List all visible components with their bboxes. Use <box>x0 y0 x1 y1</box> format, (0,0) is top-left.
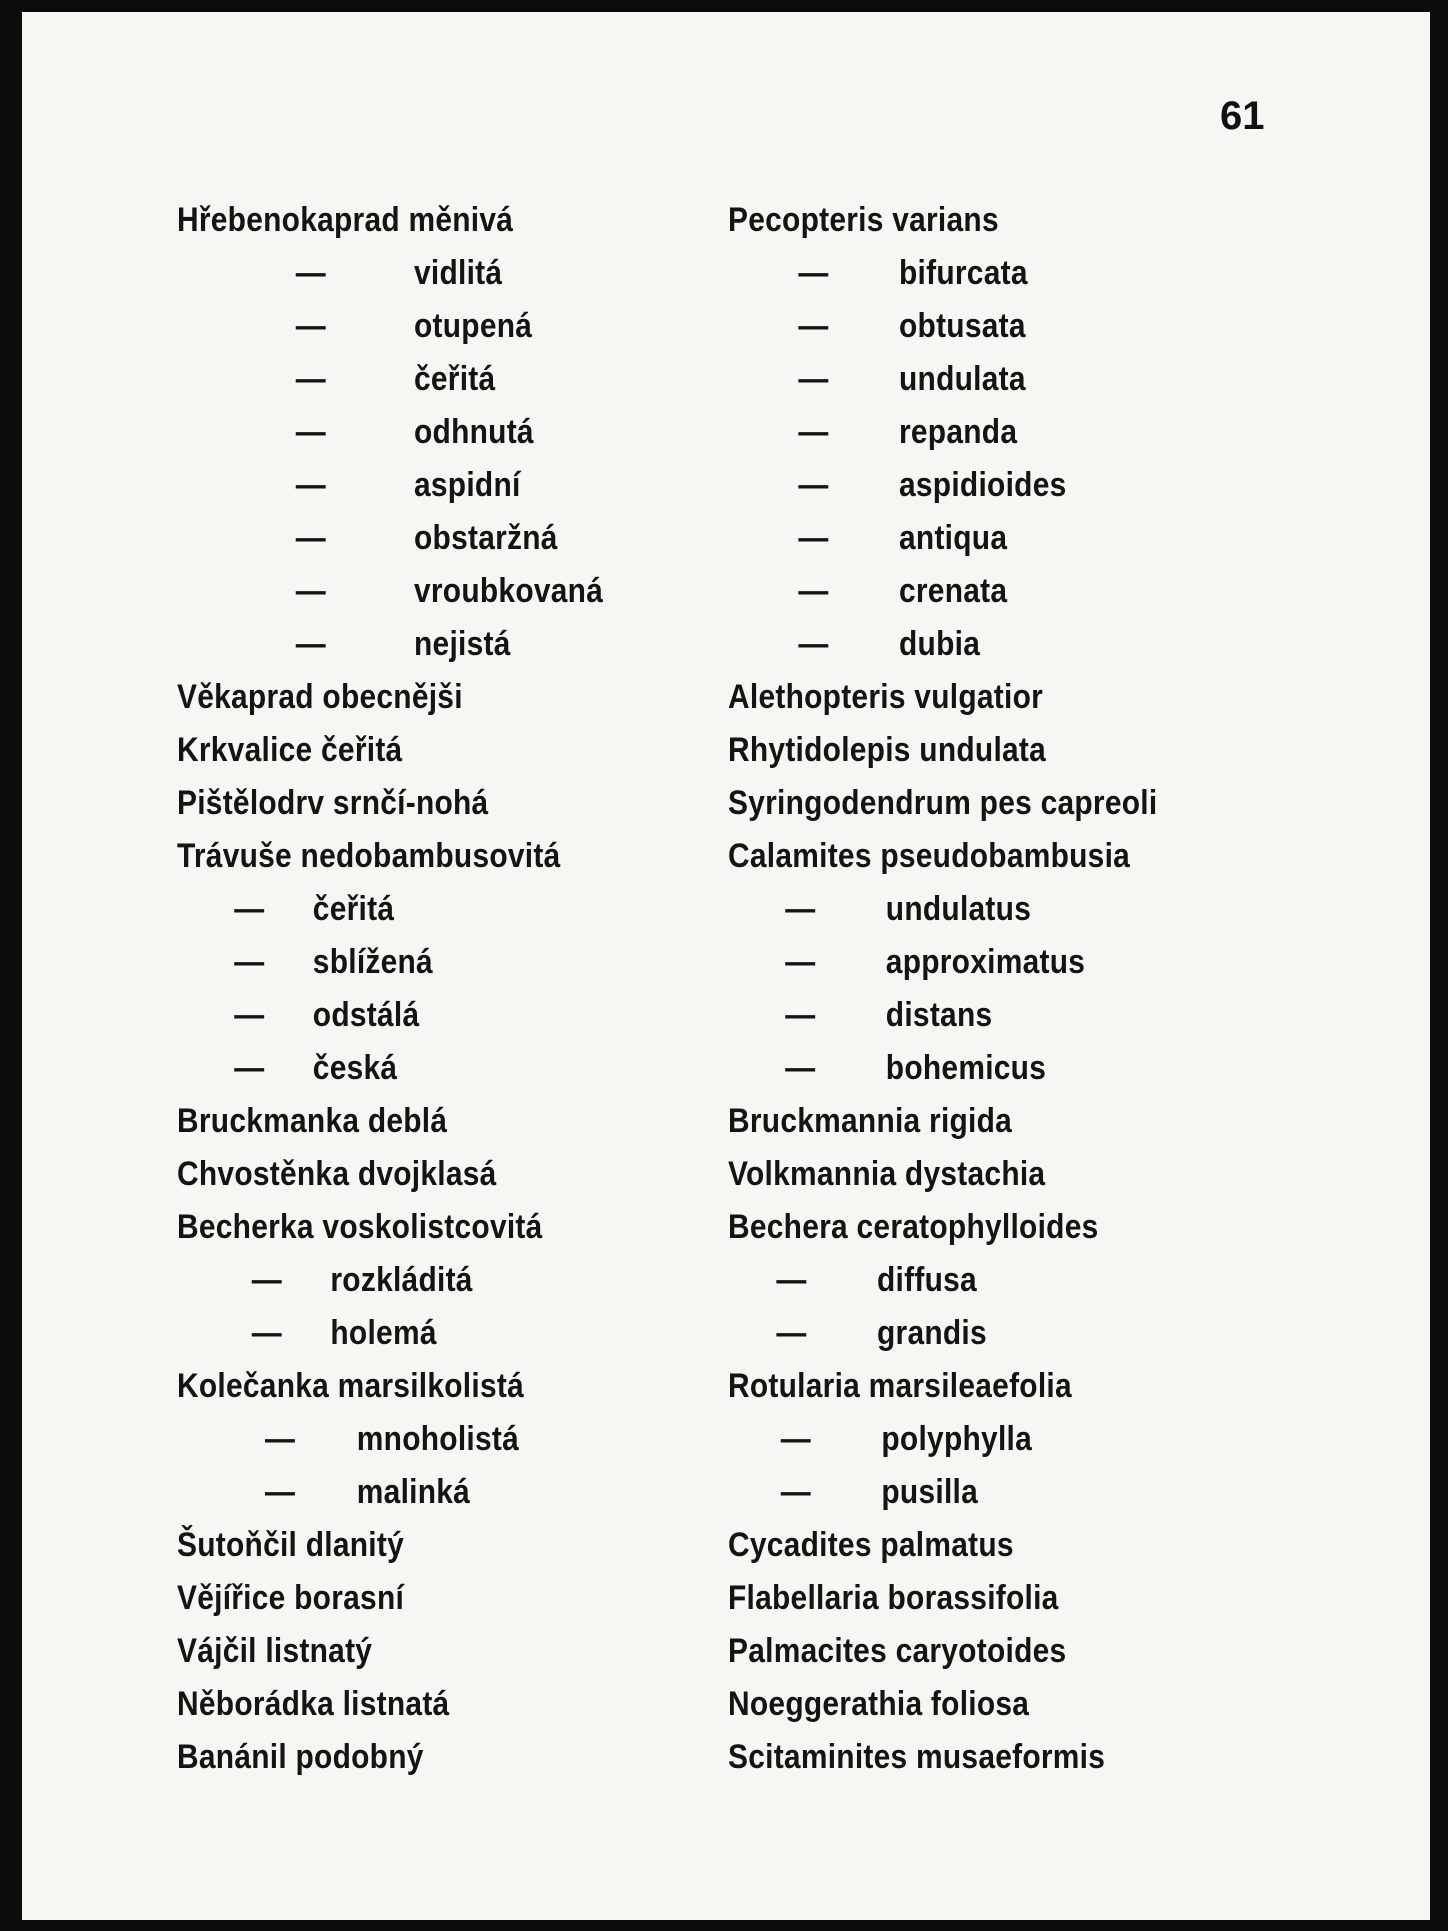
ditto-dash: — <box>295 360 326 398</box>
name-entry <box>177 1731 603 1784</box>
name-entry <box>728 1572 1157 1625</box>
name-entry <box>728 1731 1157 1784</box>
ditto-word: dubia <box>898 625 981 663</box>
name-entry <box>728 671 1157 724</box>
ditto-dash: — <box>798 254 829 292</box>
ditto-dash: — <box>780 1420 811 1458</box>
species-name: Kolečanka marsilkolistá <box>177 1367 525 1405</box>
ditto-word: čeřitá <box>312 890 395 928</box>
ditto-dash: — <box>295 413 326 451</box>
name-entry <box>728 724 1157 777</box>
species-name: Calamites pseudobambusia <box>728 837 1131 875</box>
name-entry <box>177 724 603 777</box>
ditto-dash: — <box>234 890 265 928</box>
ditto-word: obstaržná <box>413 519 558 557</box>
ditto-word: česká <box>312 1049 398 1087</box>
ditto-dash: — <box>251 1261 282 1299</box>
ditto-entry <box>728 989 1157 1042</box>
species-name: Hřebenokaprad měnivá <box>177 201 514 239</box>
ditto-dash: — <box>798 466 829 504</box>
name-entry <box>177 1360 603 1413</box>
ditto-entry <box>177 247 603 300</box>
name-entry <box>728 1201 1157 1254</box>
ditto-dash: — <box>265 1473 296 1511</box>
ditto-word: undulatus <box>885 890 1032 928</box>
species-name: Bruckmannia rigida <box>728 1102 1013 1140</box>
species-name: Palmacites caryotoides <box>728 1632 1067 1670</box>
ditto-dash: — <box>785 943 816 981</box>
name-entry <box>177 1678 603 1731</box>
name-entry <box>728 1625 1157 1678</box>
ditto-word: approximatus <box>885 943 1086 981</box>
ditto-dash: — <box>295 466 326 504</box>
ditto-entry <box>728 1042 1157 1095</box>
ditto-dash: — <box>798 572 829 610</box>
czech-names-column <box>177 194 661 1784</box>
ditto-word: sblížená <box>312 943 433 981</box>
species-name: Cycadites palmatus <box>728 1526 1014 1564</box>
name-entry <box>728 1519 1157 1572</box>
ditto-word: crenata <box>898 572 1008 610</box>
ditto-dash: — <box>234 1049 265 1087</box>
ditto-dash: — <box>798 413 829 451</box>
species-name: Syringodendrum pes capreoli <box>728 784 1158 822</box>
ditto-entry <box>728 1466 1157 1519</box>
ditto-word: antiqua <box>898 519 1008 557</box>
latin-names-column <box>728 194 1216 1784</box>
ditto-entry <box>177 989 603 1042</box>
ditto-word: aspidní <box>413 466 521 504</box>
species-name: Něborádka listnatá <box>177 1685 450 1723</box>
ditto-entry <box>728 512 1157 565</box>
book-page <box>22 12 1430 1920</box>
name-entry <box>728 777 1157 830</box>
ditto-word: bohemicus <box>885 1049 1047 1087</box>
ditto-word: grandis <box>876 1314 987 1352</box>
ditto-entry <box>177 1307 603 1360</box>
name-entry <box>177 1572 603 1625</box>
ditto-entry <box>177 618 603 671</box>
ditto-word: odhnutá <box>413 413 534 451</box>
name-entry <box>177 194 603 247</box>
ditto-entry <box>177 512 603 565</box>
ditto-word: rozkláditá <box>330 1261 473 1299</box>
name-entry <box>728 194 1157 247</box>
ditto-entry <box>177 1466 603 1519</box>
name-entry <box>177 1095 603 1148</box>
ditto-dash: — <box>798 307 829 345</box>
ditto-dash: — <box>234 996 265 1034</box>
page-number: 61 <box>1220 94 1265 138</box>
ditto-entry <box>177 300 603 353</box>
ditto-entry <box>177 936 603 989</box>
ditto-dash: — <box>295 572 326 610</box>
ditto-word: undulata <box>898 360 1026 398</box>
ditto-word: distans <box>885 996 993 1034</box>
ditto-dash: — <box>798 625 829 663</box>
species-name: Bruckmanka deblá <box>177 1102 448 1140</box>
ditto-entry <box>728 883 1157 936</box>
ditto-dash: — <box>785 1049 816 1087</box>
ditto-dash: — <box>251 1314 282 1352</box>
name-entry <box>177 671 603 724</box>
ditto-entry <box>728 1307 1157 1360</box>
ditto-entry <box>177 1413 603 1466</box>
ditto-dash: — <box>265 1420 296 1458</box>
name-entry <box>177 1519 603 1572</box>
ditto-dash: — <box>776 1314 807 1352</box>
name-entry <box>177 1201 603 1254</box>
ditto-dash: — <box>785 890 816 928</box>
ditto-word: repanda <box>898 413 1018 451</box>
name-entry <box>177 1625 603 1678</box>
ditto-entry <box>728 247 1157 300</box>
ditto-word: otupená <box>413 307 533 345</box>
ditto-dash: — <box>798 360 829 398</box>
ditto-entry <box>177 353 603 406</box>
species-name: Šutoňčil dlanitý <box>177 1526 404 1564</box>
ditto-entry <box>728 936 1157 989</box>
ditto-word: malinká <box>356 1473 471 1511</box>
species-name: Chvostěnka dvojklasá <box>177 1155 497 1193</box>
ditto-entry <box>177 1254 603 1307</box>
ditto-entry <box>728 353 1157 406</box>
species-name: Krkvalice čeřitá <box>177 731 403 769</box>
ditto-entry <box>177 1042 603 1095</box>
ditto-entry <box>728 1413 1157 1466</box>
ditto-entry <box>728 1254 1157 1307</box>
ditto-dash: — <box>780 1473 811 1511</box>
ditto-dash: — <box>776 1261 807 1299</box>
species-name: Alethopteris vulgatior <box>728 678 1044 716</box>
species-name: Becherka voskolistcovitá <box>177 1208 543 1246</box>
ditto-entry <box>728 459 1157 512</box>
name-entry <box>728 1095 1157 1148</box>
ditto-word: bifurcata <box>898 254 1028 292</box>
name-entry <box>728 830 1157 883</box>
ditto-word: odstálá <box>312 996 420 1034</box>
ditto-dash: — <box>295 307 326 345</box>
species-name: Pecopteris varians <box>728 201 999 239</box>
ditto-word: mnoholistá <box>356 1420 520 1458</box>
ditto-word: nejistá <box>413 625 511 663</box>
ditto-dash: — <box>295 254 326 292</box>
ditto-word: diffusa <box>876 1261 977 1299</box>
ditto-entry <box>177 406 603 459</box>
ditto-word: aspidioides <box>898 466 1067 504</box>
ditto-word: holemá <box>330 1314 437 1352</box>
species-name: Pištělodrv srnčí-nohá <box>177 784 489 822</box>
ditto-entry <box>728 300 1157 353</box>
name-entry <box>728 1360 1157 1413</box>
ditto-entry <box>728 618 1157 671</box>
ditto-word: pusilla <box>881 1473 979 1511</box>
species-name: Trávuše nedobambusovitá <box>177 837 561 875</box>
species-name: Věkaprad obecnějši <box>177 678 463 716</box>
ditto-entry <box>177 883 603 936</box>
name-entry <box>728 1678 1157 1731</box>
name-entry <box>177 830 603 883</box>
species-name: Bechera ceratophylloides <box>728 1208 1099 1246</box>
ditto-dash: — <box>785 996 816 1034</box>
ditto-word: obtusata <box>898 307 1026 345</box>
ditto-entry <box>728 565 1157 618</box>
ditto-word: vroubkovaná <box>413 572 604 610</box>
species-name: Rotularia marsileaefolia <box>728 1367 1072 1405</box>
species-name: Banánil podobný <box>177 1738 424 1776</box>
species-name: Rhytidolepis undulata <box>728 731 1047 769</box>
ditto-word: čeřitá <box>413 360 496 398</box>
species-name: Volkmannia dystachia <box>728 1155 1046 1193</box>
species-name: Vájčil listnatý <box>177 1632 373 1670</box>
ditto-word: polyphylla <box>881 1420 1032 1458</box>
name-entry <box>728 1148 1157 1201</box>
ditto-dash: — <box>295 625 326 663</box>
name-entry <box>177 777 603 830</box>
ditto-word: vidlitá <box>413 254 503 292</box>
species-name: Flabellaria borassifolia <box>728 1579 1059 1617</box>
ditto-dash: — <box>295 519 326 557</box>
ditto-entry <box>728 406 1157 459</box>
ditto-entry <box>177 565 603 618</box>
name-entry <box>177 1148 603 1201</box>
ditto-entry <box>177 459 603 512</box>
species-name: Vějířice borasní <box>177 1579 405 1617</box>
ditto-dash: — <box>234 943 265 981</box>
species-name: Noeggerathia foliosa <box>728 1685 1030 1723</box>
species-name: Scitaminites musaeformis <box>728 1738 1106 1776</box>
ditto-dash: — <box>798 519 829 557</box>
